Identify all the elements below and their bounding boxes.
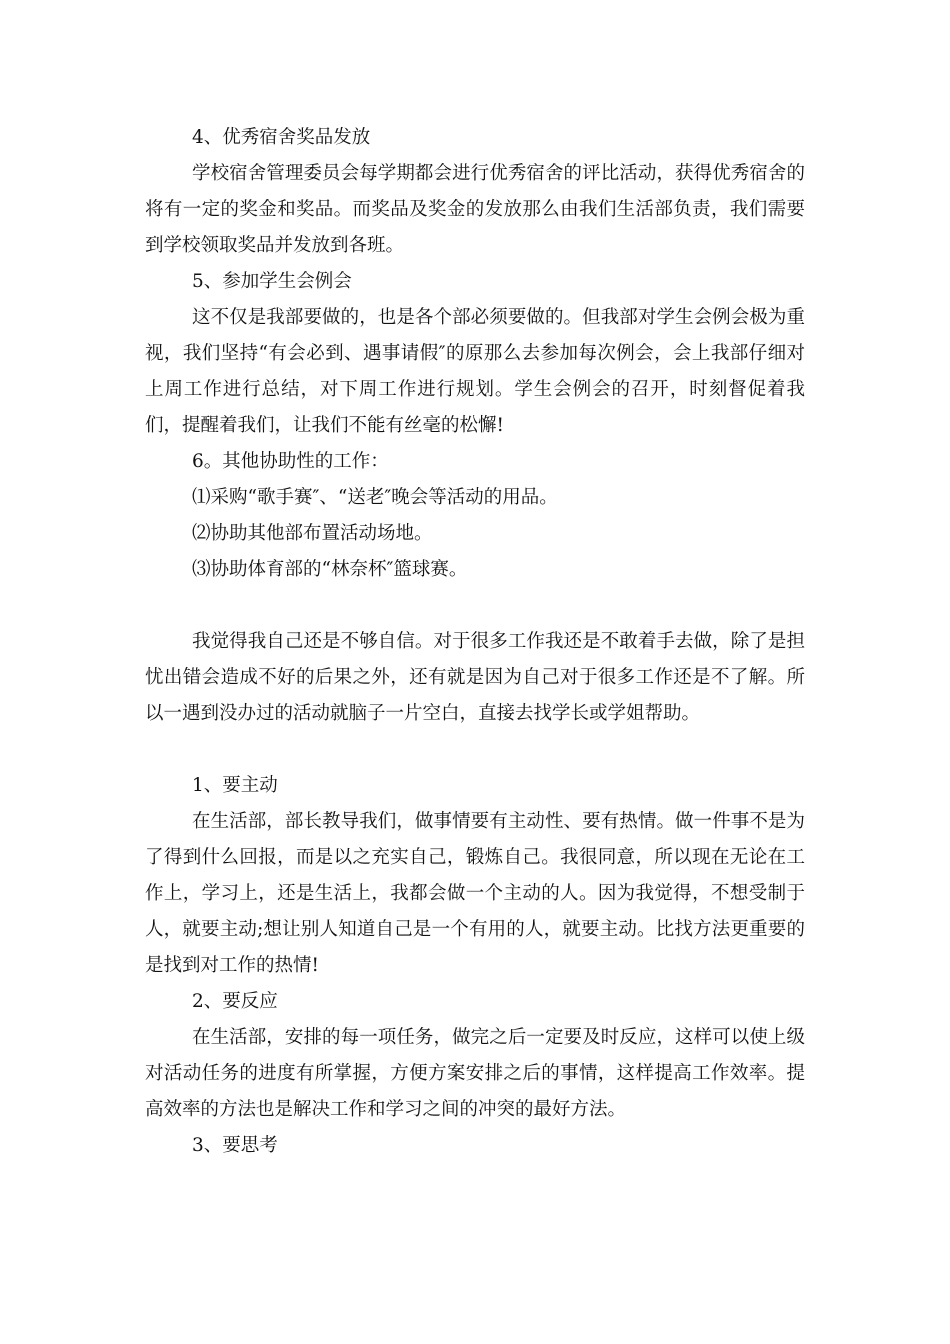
lesson-heading-2: 2、要反应: [192, 991, 278, 1012]
list-item: ⑴采购“歌手赛″、“送老″晚会等活动的用品。: [192, 487, 558, 508]
lesson-heading-1: 1、要主动: [192, 775, 278, 796]
list-item: ⑵协助其他部布置活动场地。: [192, 523, 433, 544]
document-page: [145, 120, 805, 1164]
section-body-5: 这不仅是我部要做的，也是各个部必须要做的。但我部对学生会例会极为重视，我们坚持“有会必到、遇事请假″的原那么去参加每次例会，会上我部仔细对上周工作进行总结，对下周工作进行规划。学生会例会的召开，时刻督促着我们，提醒着我们，让我们不能有丝毫的松懈!: [145, 307, 805, 436]
section-body-4: 学校宿舍管理委员会每学期都会进行优秀宿舍的评比活动，获得优秀宿舍的将有一定的奖金和奖品。而奖品及奖金的发放那么由我们生活部负责，我们需要到学校领取奖品并发放到各班。: [145, 163, 805, 256]
section-heading-4: 4、优秀宿舍奖品发放: [192, 127, 371, 148]
lesson-heading-3: 3、要思考: [192, 1135, 278, 1156]
section-heading-6: 6。其他协助性的工作：: [192, 451, 389, 472]
spacer: [145, 732, 805, 768]
spacer: [145, 588, 805, 624]
lesson-body-1: 在生活部，部长教导我们，做事情要有主动性、要有热情。做一件事不是为了得到什么回报，而是以之充实自己，锻炼自己。我很同意，所以现在无论在工作上，学习上，还是生活上，我都会做一个主动的人。因为我觉得，不想受制于人，就要主动;想让别人知道自己是一个有用的人，就要主动。比找方法更重要的是找到对工作的热情!: [145, 811, 805, 976]
section-heading-5: 5、参加学生会例会: [192, 271, 352, 292]
reflection-paragraph: 我觉得我自己还是不够自信。对于很多工作我还是不敢着手去做，除了是担忧出错会造成不好的后果之外，还有就是因为自己对于很多工作还是不了解。所以一遇到没办过的活动就脑子一片空白，直接去找学长或学姐帮助。: [145, 631, 805, 724]
list-item: ⑶协助体育部的“林奈杯″篮球赛。: [192, 559, 468, 580]
lesson-body-2: 在生活部，安排的每一项任务，做完之后一定要及时反应，这样可以使上级对活动任务的进度有所掌握，方便方案安排之后的事情，这样提高工作效率。提高效率的方法也是解决工作和学习之间的冲突的最好方法。: [145, 1027, 805, 1120]
